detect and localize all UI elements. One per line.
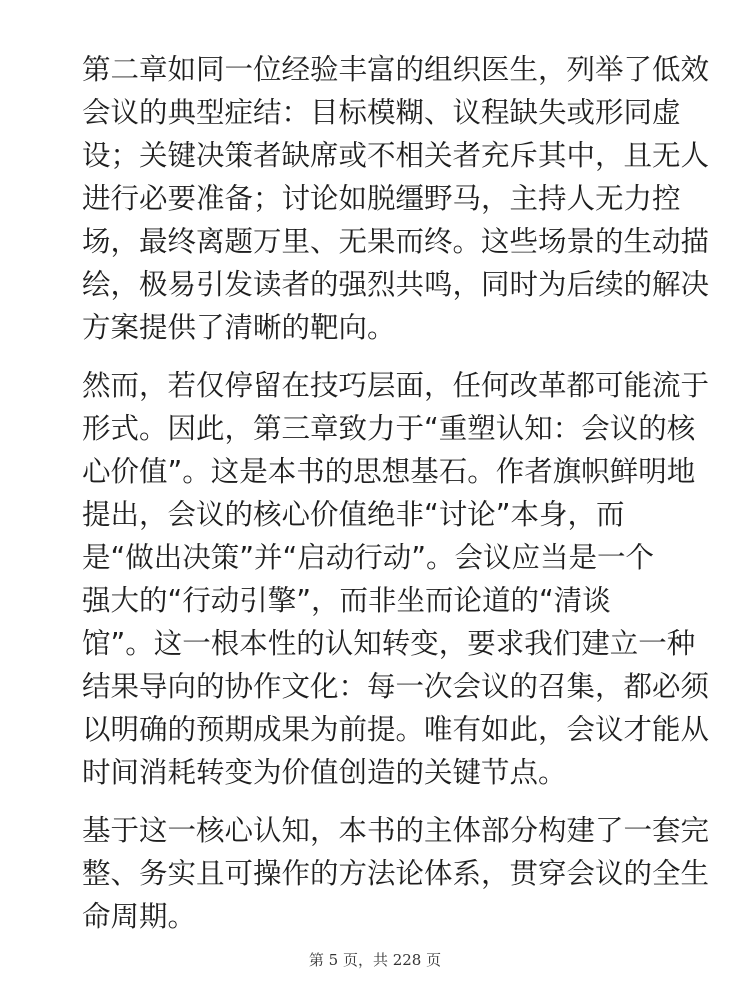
- text-line: 提出，会议的核心价值绝非“讨论”本身，而: [82, 498, 625, 531]
- text-line: 馆”。这一根本性的认知转变，要求我们建立一种: [82, 627, 696, 660]
- page-number-footer: 第 5 页，共 228 页: [308, 951, 442, 969]
- text-line: 设；关键决策者缺席或不相关者充斥其中，且无人: [82, 139, 710, 172]
- text-line: 进行必要准备；讨论如脱缰野马，主持人无力控: [82, 182, 681, 215]
- text-line: 形式。因此，第三章致力于“重塑认知：会议的核: [82, 412, 696, 445]
- text-line: 结果导向的协作文化：每一次会议的召集，都必须: [82, 670, 710, 703]
- text-line: 然而，若仅停留在技巧层面，任何改革都可能流于: [82, 369, 710, 402]
- text-line: 心价值”。这是本书的思想基石。作者旗帜鲜明地: [82, 455, 696, 488]
- body-text: [82, 48, 710, 938]
- text-line: 命周期。: [82, 900, 197, 933]
- text-line: 是“做出决策”并“启动行动”。会议应当是一个: [82, 541, 655, 574]
- paragraph-3: [82, 809, 710, 938]
- paragraph-1: [82, 48, 710, 349]
- text-line: 强大的“行动引擎”，而非坐而论道的“清谈: [82, 584, 611, 617]
- text-line: 场，最终离题万里、无果而终。这些场景的生动描: [82, 225, 710, 258]
- text-line: 基于这一核心认知，本书的主体部分构建了一套完: [82, 814, 710, 847]
- text-line: 会议的典型症结：目标模糊、议程缺失或形同虚: [82, 96, 681, 129]
- text-line: 绘，极易引发读者的强烈共鸣，同时为后续的解决: [82, 268, 710, 301]
- text-line: 以明确的预期成果为前提。唯有如此，会议才能从: [82, 713, 710, 746]
- text-line: 整、务实且可操作的方法论体系，贯穿会议的全生: [82, 857, 710, 890]
- paragraph-2: [82, 364, 710, 794]
- text-line: 时间消耗转变为价值创造的关键节点。: [82, 756, 567, 789]
- text-line: 第二章如同一位经验丰富的组织医生，列举了低效: [82, 53, 710, 86]
- text-line: 方案提供了清晰的靶向。: [82, 311, 396, 344]
